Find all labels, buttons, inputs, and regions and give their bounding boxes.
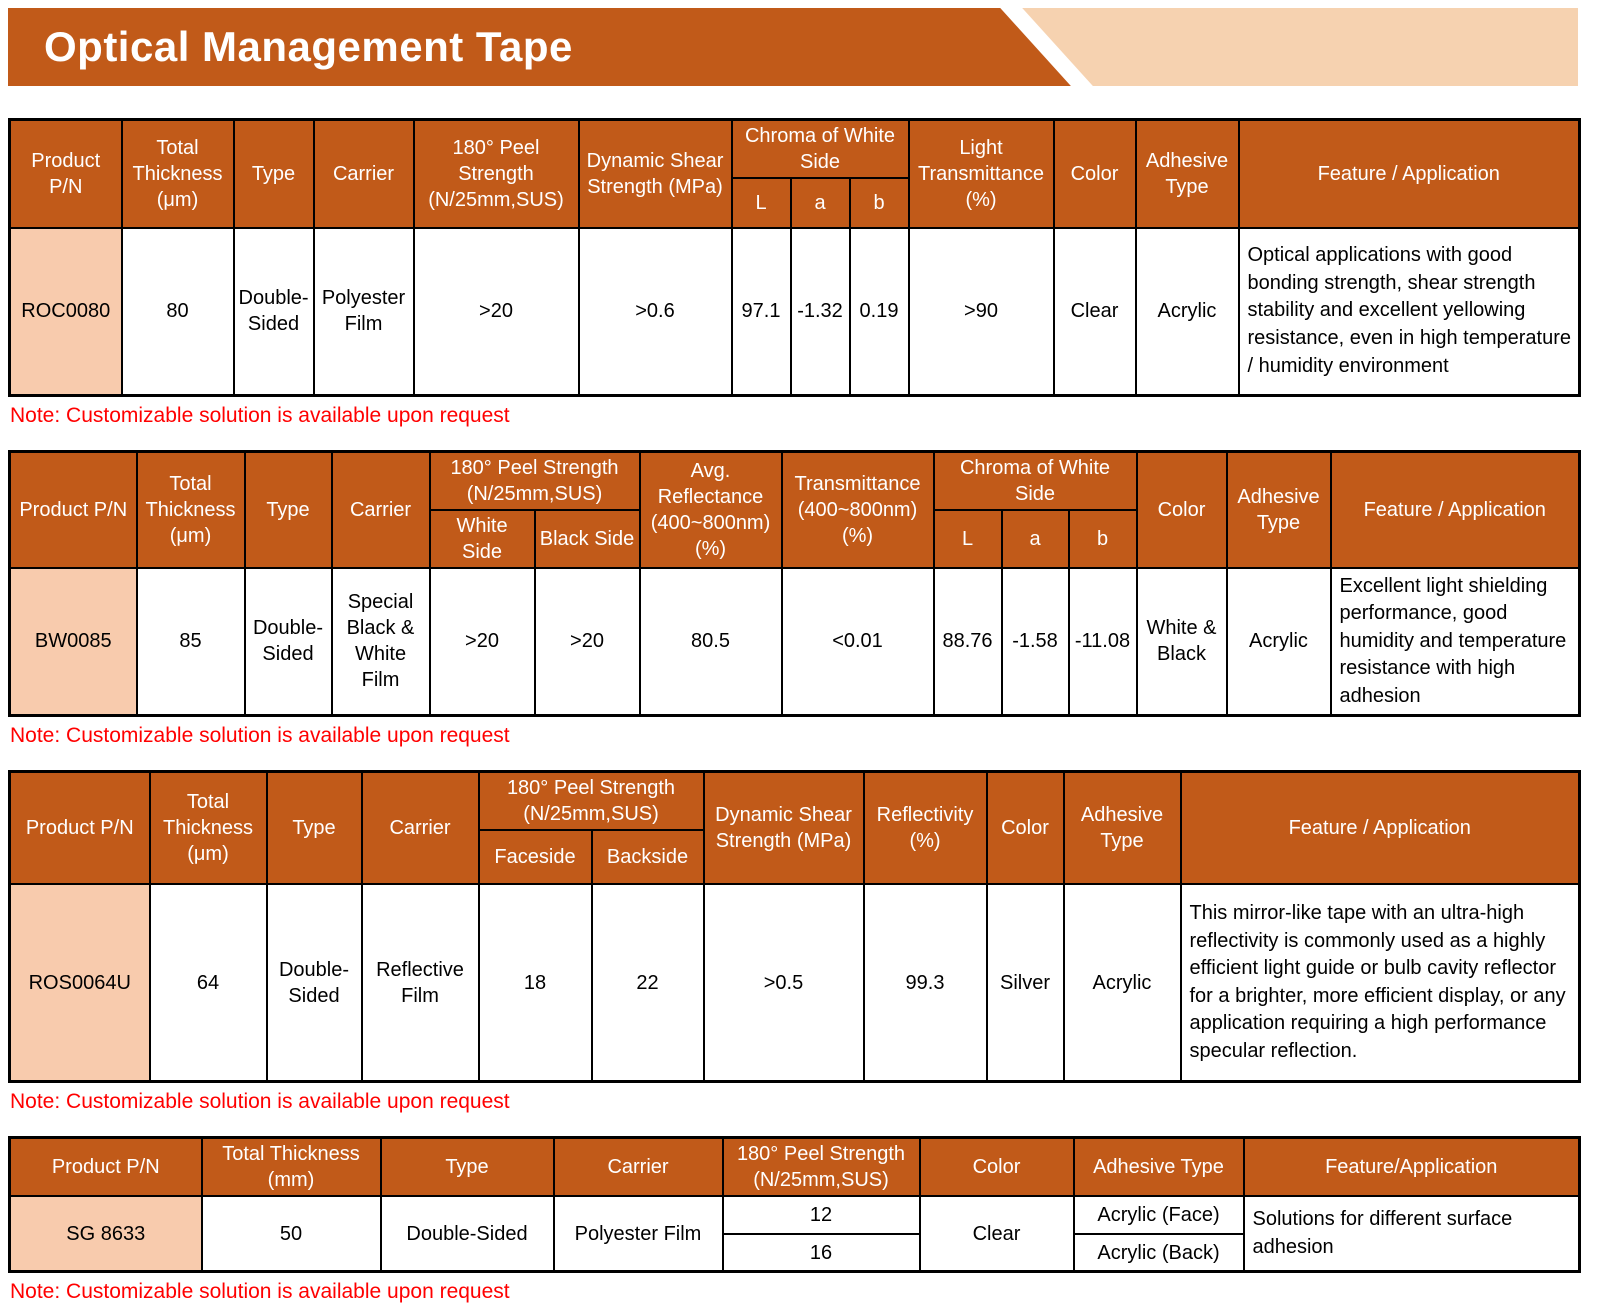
cell-carrier: Special Black & White Film [332,568,430,716]
col-header-adhesive-type: Adhesive Type [1136,120,1239,229]
cell-chroma-a: -1.32 [791,228,850,395]
cell-feature: This mirror-like tape with an ultra-high reflectivity is commonly used as a highly efficient light guide or bulb cavity reflector for a brighter, more efficient display, or any application requiring a high performance specular reflection. [1181,884,1580,1081]
cell-feature: Solutions for different surface adhesion [1244,1196,1580,1272]
col-header-carrier: Carrier [332,451,430,568]
cell-transmittance: <0.01 [782,568,934,716]
customization-note: Note: Customizable solution is available upon request [10,1089,510,1113]
cell-color: Clear [1054,228,1136,395]
cell-type: Double-Sided [245,568,332,716]
col-header-chroma-b: b [850,178,909,228]
cell-product-pn: BW0085 [10,568,137,716]
col-header-product-pn: Product P/N [10,451,137,568]
col-header-avg-reflectance: Avg. Reflectance (400~800nm) (%) [640,451,782,568]
cell-chroma-a: -1.58 [1002,568,1069,716]
col-header-color: Color [1137,451,1227,568]
col-header-total-thickness: Total Thickness (mm) [202,1137,381,1196]
col-header-peel-strength: 180° Peel Strength (N/25mm,SUS) [479,772,704,831]
col-header-light-transmittance: Light Transmittance (%) [909,120,1054,229]
col-header-color: Color [1054,120,1136,229]
cell-chroma-b: 0.19 [850,228,909,395]
col-header-dynamic-shear: Dynamic Shear Strength (MPa) [579,120,732,229]
col-header-color: Color [920,1137,1074,1196]
col-header-dynamic-shear: Dynamic Shear Strength (MPa) [704,772,864,885]
cell-feature: Excellent light shielding performance, good humidity and temperature resistance with high adhesion [1331,568,1580,716]
col-header-total-thickness: Total Thickness (μm) [137,451,245,568]
col-header-peel-faceside: Faceside [479,830,592,884]
cell-adhesive-back: Acrylic (Back) [1074,1234,1244,1272]
col-header-feature: Feature/Application [1244,1137,1580,1196]
cell-adhesive-type: Acrylic [1227,568,1331,716]
col-header-carrier: Carrier [362,772,479,885]
cell-peel-faceside: 18 [479,884,592,1081]
col-header-feature: Feature / Application [1239,120,1580,229]
cell-type: Double-Sided [267,884,362,1081]
col-header-peel-backside: Backside [592,830,704,884]
spec-table-sg8633 [8,1136,1581,1274]
title-banner [8,8,1578,86]
cell-dynamic-shear: >0.5 [704,884,864,1081]
col-header-total-thickness: Total Thickness (μm) [122,120,234,229]
col-header-product-pn: Product P/N [10,772,150,885]
cell-adhesive-face: Acrylic (Face) [1074,1196,1244,1234]
cell-total-thickness: 64 [150,884,267,1081]
cell-peel-back: 16 [723,1234,920,1272]
col-header-peel-strength: 180° Peel Strength (N/25mm,SUS) [723,1137,920,1196]
cell-chroma-l: 88.76 [934,568,1002,716]
customization-note: Note: Customizable solution is available upon request [10,724,510,748]
cell-peel-strength: >20 [414,228,579,395]
cell-adhesive-type: Acrylic [1064,884,1181,1081]
col-header-adhesive-type: Adhesive Type [1064,772,1181,885]
customization-note: Note: Customizable solution is available upon request [10,1280,510,1304]
cell-peel-white-side: >20 [430,568,535,716]
customization-note: Note: Customizable solution is available upon request [10,403,510,427]
cell-type: Double-Sided [234,228,314,395]
cell-feature: Optical applications with good bonding strength, shear strength stability and excellent yellowing resistance, even in high temperature / humidity environment [1239,228,1580,395]
cell-light-transmittance: >90 [909,228,1054,395]
cell-product-pn: ROC0080 [10,228,122,395]
col-header-transmittance: Transmittance (400~800nm) (%) [782,451,934,568]
col-header-peel-white-side: White Side [430,510,535,568]
col-header-type: Type [245,451,332,568]
cell-carrier: Reflective Film [362,884,479,1081]
col-header-chroma-l: L [934,510,1002,568]
table-row [10,884,1580,1081]
page-title: Optical Management Tape [44,23,573,70]
cell-dynamic-shear: >0.6 [579,228,732,395]
col-header-reflectivity: Reflectivity (%) [864,772,987,885]
table-row [10,228,1580,395]
cell-adhesive-type: Acrylic [1136,228,1239,395]
cell-color: Silver [987,884,1064,1081]
col-header-product-pn: Product P/N [10,1137,202,1196]
cell-peel-black-side: >20 [535,568,640,716]
cell-color: Clear [920,1196,1074,1272]
cell-total-thickness: 85 [137,568,245,716]
col-header-chroma-b: b [1069,510,1137,568]
col-header-product-pn: Product P/N [10,120,122,229]
cell-avg-reflectance: 80.5 [640,568,782,716]
cell-carrier: Polyester Film [314,228,414,395]
col-header-feature: Feature / Application [1331,451,1580,568]
spec-table-ros0064u [8,770,1581,1083]
cell-color: White & Black [1137,568,1227,716]
table-row [10,1196,1580,1234]
cell-product-pn: ROS0064U [10,884,150,1081]
cell-chroma-l: 97.1 [732,228,791,395]
col-header-carrier: Carrier [314,120,414,229]
col-header-chroma: Chroma of White Side [934,451,1137,510]
col-header-chroma: Chroma of White Side [732,120,909,179]
cell-reflectivity: 99.3 [864,884,987,1081]
col-header-carrier: Carrier [554,1137,723,1196]
col-header-adhesive-type: Adhesive Type [1227,451,1331,568]
col-header-chroma-l: L [732,178,791,228]
col-header-total-thickness: Total Thickness (μm) [150,772,267,885]
table-row [10,568,1580,716]
cell-total-thickness: 80 [122,228,234,395]
cell-total-thickness: 50 [202,1196,381,1272]
cell-product-pn: SG 8633 [10,1196,202,1272]
col-header-chroma-a: a [791,178,850,228]
cell-chroma-b: -11.08 [1069,568,1137,716]
col-header-chroma-a: a [1002,510,1069,568]
col-header-peel-black-side: Black Side [535,510,640,568]
spec-table-bw0085 [8,450,1581,718]
cell-carrier: Polyester Film [554,1196,723,1272]
col-header-adhesive-type: Adhesive Type [1074,1137,1244,1196]
cell-peel-face: 12 [723,1196,920,1234]
col-header-type: Type [234,120,314,229]
col-header-peel-strength: 180° Peel Strength (N/25mm,SUS) [430,451,640,510]
col-header-peel-strength: 180° Peel Strength (N/25mm,SUS) [414,120,579,229]
col-header-feature: Feature / Application [1181,772,1580,885]
col-header-color: Color [987,772,1064,885]
spec-table-roc0080 [8,118,1581,397]
col-header-type: Type [381,1137,554,1196]
cell-peel-backside: 22 [592,884,704,1081]
col-header-type: Type [267,772,362,885]
cell-type: Double-Sided [381,1196,554,1272]
